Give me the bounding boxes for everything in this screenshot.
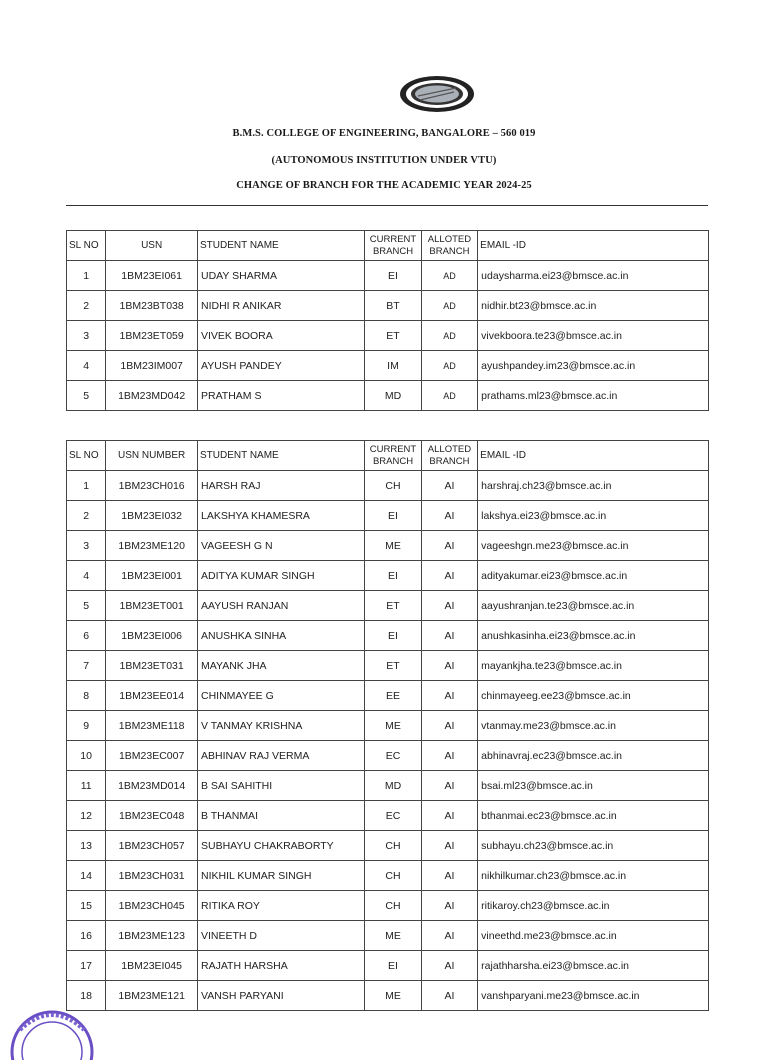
college-logo-icon bbox=[398, 74, 476, 114]
header-current-branch bbox=[365, 231, 421, 261]
cell-student-name: SUBHAYU CHAKRABORTY bbox=[198, 831, 365, 861]
cell-usn: 1BM23EI032 bbox=[106, 501, 198, 531]
header-alloted-branch bbox=[421, 231, 477, 261]
cell-current-branch: MD bbox=[365, 381, 421, 411]
table-row bbox=[67, 471, 709, 501]
cell-email: ayushpandey.im23@bmsce.ac.in bbox=[478, 351, 709, 381]
cell-student-name: NIDHI R ANIKAR bbox=[198, 291, 365, 321]
cell-current-branch: MD bbox=[365, 771, 421, 801]
header-current-line2: BRANCH bbox=[372, 455, 414, 467]
cell-student-name: AYUSH PANDEY bbox=[198, 351, 365, 381]
cell-usn: 1BM23ET031 bbox=[106, 651, 198, 681]
cell-current-branch: EI bbox=[365, 501, 421, 531]
cell-usn: 1BM23EI061 bbox=[106, 261, 198, 291]
cell-alloted-branch: AI bbox=[421, 741, 477, 771]
cell-sl-no: 9 bbox=[67, 711, 106, 741]
cell-email: mayankjha.te23@bmsce.ac.in bbox=[478, 651, 709, 681]
table-header-row bbox=[67, 231, 709, 261]
cell-current-branch: BT bbox=[365, 291, 421, 321]
cell-usn: 1BM23EI001 bbox=[106, 561, 198, 591]
header-email: EMAIL -ID bbox=[478, 231, 709, 261]
cell-alloted-branch: AI bbox=[421, 771, 477, 801]
header-sl-no: SL NO bbox=[67, 441, 106, 471]
institution-title: B.M.S. COLLEGE OF ENGINEERING, BANGALORE – 560 019 bbox=[232, 128, 536, 139]
table-row bbox=[67, 891, 709, 921]
cell-email: lakshya.ei23@bmsce.ac.in bbox=[478, 501, 709, 531]
cell-usn: 1BM23IM007 bbox=[106, 351, 198, 381]
header-alloted-line1: ALLOTED bbox=[427, 233, 472, 245]
cell-email: vanshparyani.me23@bmsce.ac.in bbox=[478, 981, 709, 1011]
cell-alloted-branch: AI bbox=[421, 891, 477, 921]
header-alloted-line2: BRANCH bbox=[429, 455, 470, 467]
cell-current-branch: CH bbox=[365, 831, 421, 861]
cell-alloted-branch: AD bbox=[421, 351, 477, 381]
cell-student-name: B THANMAI bbox=[198, 801, 365, 831]
cell-sl-no: 1 bbox=[67, 261, 106, 291]
cell-alloted-branch: AI bbox=[421, 621, 477, 651]
cell-usn: 1BM23MD042 bbox=[106, 381, 198, 411]
table-body bbox=[67, 261, 709, 411]
cell-student-name: PRATHAM S bbox=[198, 381, 365, 411]
table-row bbox=[67, 291, 709, 321]
cell-usn: 1BM23ET001 bbox=[106, 591, 198, 621]
cell-sl-no: 1 bbox=[67, 471, 106, 501]
header-alloted-line1: ALLOTED bbox=[427, 443, 472, 455]
cell-email: harshraj.ch23@bmsce.ac.in bbox=[478, 471, 709, 501]
cell-sl-no: 11 bbox=[67, 771, 106, 801]
header-alloted-line2: BRANCH bbox=[429, 245, 470, 257]
cell-alloted-branch: AI bbox=[421, 591, 477, 621]
cell-usn: 1BM23ME121 bbox=[106, 981, 198, 1011]
header-student-name: STUDENT NAME bbox=[198, 441, 365, 471]
cell-student-name: NIKHIL KUMAR SINGH bbox=[198, 861, 365, 891]
cell-current-branch: ME bbox=[365, 981, 421, 1011]
cell-alloted-branch: AI bbox=[421, 561, 477, 591]
cell-student-name: VINEETH D bbox=[198, 921, 365, 951]
cell-alloted-branch: AD bbox=[421, 261, 477, 291]
cell-current-branch: EI bbox=[365, 261, 421, 291]
cell-usn: 1BM23EC048 bbox=[106, 801, 198, 831]
cell-current-branch: ET bbox=[365, 651, 421, 681]
cell-email: nikhilkumar.ch23@bmsce.ac.in bbox=[478, 861, 709, 891]
header-usn-number: USN NUMBER bbox=[106, 441, 198, 471]
cell-sl-no: 3 bbox=[67, 321, 106, 351]
header-email: EMAIL -ID bbox=[478, 441, 709, 471]
cell-student-name: B SAI SAHITHI bbox=[198, 771, 365, 801]
header-current-line1: CURRENT bbox=[369, 443, 417, 455]
branch-change-table-ad bbox=[66, 230, 709, 411]
cell-sl-no: 2 bbox=[67, 501, 106, 531]
cell-current-branch: CH bbox=[365, 471, 421, 501]
cell-student-name: ABHINAV RAJ VERMA bbox=[198, 741, 365, 771]
table-row bbox=[67, 981, 709, 1011]
cell-sl-no: 2 bbox=[67, 291, 106, 321]
cell-sl-no: 17 bbox=[67, 951, 106, 981]
cell-email: aayushranjan.te23@bmsce.ac.in bbox=[478, 591, 709, 621]
table-row bbox=[67, 921, 709, 951]
cell-usn: 1BM23CH031 bbox=[106, 861, 198, 891]
table-row bbox=[67, 381, 709, 411]
cell-usn: 1BM23BT038 bbox=[106, 291, 198, 321]
cell-current-branch: CH bbox=[365, 891, 421, 921]
cell-student-name: MAYANK JHA bbox=[198, 651, 365, 681]
cell-alloted-branch: AI bbox=[421, 921, 477, 951]
cell-email: prathams.ml23@bmsce.ac.in bbox=[478, 381, 709, 411]
cell-alloted-branch: AI bbox=[421, 681, 477, 711]
cell-alloted-branch: AI bbox=[421, 831, 477, 861]
cell-usn: 1BM23EC007 bbox=[106, 741, 198, 771]
cell-current-branch: EE bbox=[365, 681, 421, 711]
cell-email: anushkasinha.ei23@bmsce.ac.in bbox=[478, 621, 709, 651]
cell-current-branch: EC bbox=[365, 801, 421, 831]
cell-usn: 1BM23EE014 bbox=[106, 681, 198, 711]
cell-sl-no: 15 bbox=[67, 891, 106, 921]
cell-usn: 1BM23CH045 bbox=[106, 891, 198, 921]
institution-subtitle: (AUTONOMOUS INSTITUTION UNDER VTU) bbox=[271, 155, 497, 166]
cell-current-branch: EI bbox=[365, 951, 421, 981]
cell-current-branch: EI bbox=[365, 561, 421, 591]
document-title: CHANGE OF BRANCH FOR THE ACADEMIC YEAR 2024-25 bbox=[236, 180, 532, 191]
cell-sl-no: 18 bbox=[67, 981, 106, 1011]
cell-alloted-branch: AI bbox=[421, 471, 477, 501]
cell-usn: 1BM23MD014 bbox=[106, 771, 198, 801]
cell-usn: 1BM23CH057 bbox=[106, 831, 198, 861]
cell-current-branch: ME bbox=[365, 531, 421, 561]
table-row bbox=[67, 321, 709, 351]
cell-alloted-branch: AI bbox=[421, 801, 477, 831]
table-row bbox=[67, 861, 709, 891]
cell-alloted-branch: AI bbox=[421, 951, 477, 981]
cell-email: udaysharma.ei23@bmsce.ac.in bbox=[478, 261, 709, 291]
cell-email: vivekboora.te23@bmsce.ac.in bbox=[478, 321, 709, 351]
header-sl-no: SL NO bbox=[67, 231, 106, 261]
cell-usn: 1BM23CH016 bbox=[106, 471, 198, 501]
header-current-branch bbox=[365, 441, 421, 471]
cell-usn: 1BM23ME120 bbox=[106, 531, 198, 561]
cell-email: subhayu.ch23@bmsce.ac.in bbox=[478, 831, 709, 861]
cell-email: rajathharsha.ei23@bmsce.ac.in bbox=[478, 951, 709, 981]
cell-student-name: AAYUSH RANJAN bbox=[198, 591, 365, 621]
cell-alloted-branch: AI bbox=[421, 651, 477, 681]
table-row bbox=[67, 831, 709, 861]
cell-sl-no: 7 bbox=[67, 651, 106, 681]
cell-sl-no: 5 bbox=[67, 591, 106, 621]
branch-change-table-ai bbox=[66, 440, 709, 1011]
cell-email: nidhir.bt23@bmsce.ac.in bbox=[478, 291, 709, 321]
table-row bbox=[67, 771, 709, 801]
cell-usn: 1BM23ME123 bbox=[106, 921, 198, 951]
cell-current-branch: IM bbox=[365, 351, 421, 381]
cell-usn: 1BM23EI006 bbox=[106, 621, 198, 651]
cell-alloted-branch: AI bbox=[421, 981, 477, 1011]
table-row bbox=[67, 681, 709, 711]
cell-alloted-branch: AI bbox=[421, 501, 477, 531]
cell-student-name: VANSH PARYANI bbox=[198, 981, 365, 1011]
cell-current-branch: EI bbox=[365, 621, 421, 651]
cell-usn: 1BM23ME118 bbox=[106, 711, 198, 741]
cell-current-branch: ET bbox=[365, 321, 421, 351]
table-row bbox=[67, 561, 709, 591]
cell-sl-no: 5 bbox=[67, 381, 106, 411]
table-row bbox=[67, 711, 709, 741]
table-body bbox=[67, 471, 709, 1011]
cell-email: chinmayeeg.ee23@bmsce.ac.in bbox=[478, 681, 709, 711]
cell-email: bthanmai.ec23@bmsce.ac.in bbox=[478, 801, 709, 831]
cell-alloted-branch: AD bbox=[421, 291, 477, 321]
cell-sl-no: 12 bbox=[67, 801, 106, 831]
cell-sl-no: 13 bbox=[67, 831, 106, 861]
cell-current-branch: CH bbox=[365, 861, 421, 891]
header-current-line1: CURRENT bbox=[369, 233, 417, 245]
cell-usn: 1BM23ET059 bbox=[106, 321, 198, 351]
cell-student-name: HARSH RAJ bbox=[198, 471, 365, 501]
table-row bbox=[67, 351, 709, 381]
cell-email: adityakumar.ei23@bmsce.ac.in bbox=[478, 561, 709, 591]
table-header-row bbox=[67, 441, 709, 471]
cell-sl-no: 4 bbox=[67, 561, 106, 591]
table-row bbox=[67, 591, 709, 621]
table-row bbox=[67, 801, 709, 831]
cell-usn: 1BM23EI045 bbox=[106, 951, 198, 981]
table-row bbox=[67, 621, 709, 651]
cell-student-name: ADITYA KUMAR SINGH bbox=[198, 561, 365, 591]
header-current-line2: BRANCH bbox=[372, 245, 414, 257]
cell-email: ritikaroy.ch23@bmsce.ac.in bbox=[478, 891, 709, 921]
cell-student-name: VIVEK BOORA bbox=[198, 321, 365, 351]
cell-current-branch: EC bbox=[365, 741, 421, 771]
cell-sl-no: 6 bbox=[67, 621, 106, 651]
header-usn: USN bbox=[106, 231, 198, 261]
cell-alloted-branch: AI bbox=[421, 861, 477, 891]
cell-alloted-branch: AD bbox=[421, 321, 477, 351]
header-alloted-branch bbox=[421, 441, 477, 471]
header-divider bbox=[66, 205, 708, 206]
college-seal-icon bbox=[0, 990, 110, 1060]
table-row bbox=[67, 261, 709, 291]
cell-sl-no: 4 bbox=[67, 351, 106, 381]
cell-current-branch: ET bbox=[365, 591, 421, 621]
cell-student-name: RITIKA ROY bbox=[198, 891, 365, 921]
cell-student-name: V TANMAY KRISHNA bbox=[198, 711, 365, 741]
cell-student-name: LAKSHYA KHAMESRA bbox=[198, 501, 365, 531]
cell-email: vineethd.me23@bmsce.ac.in bbox=[478, 921, 709, 951]
cell-alloted-branch: AI bbox=[421, 531, 477, 561]
cell-current-branch: ME bbox=[365, 921, 421, 951]
cell-email: vageeshgn.me23@bmsce.ac.in bbox=[478, 531, 709, 561]
cell-alloted-branch: AD bbox=[421, 381, 477, 411]
cell-sl-no: 14 bbox=[67, 861, 106, 891]
cell-sl-no: 16 bbox=[67, 921, 106, 951]
cell-student-name: CHINMAYEE G bbox=[198, 681, 365, 711]
cell-student-name: VAGEESH G N bbox=[198, 531, 365, 561]
cell-sl-no: 10 bbox=[67, 741, 106, 771]
table-row bbox=[67, 651, 709, 681]
table-row bbox=[67, 531, 709, 561]
cell-email: bsai.ml23@bmsce.ac.in bbox=[478, 771, 709, 801]
cell-student-name: RAJATH HARSHA bbox=[198, 951, 365, 981]
cell-email: vtanmay.me23@bmsce.ac.in bbox=[478, 711, 709, 741]
cell-alloted-branch: AI bbox=[421, 711, 477, 741]
table-row bbox=[67, 501, 709, 531]
table-row bbox=[67, 741, 709, 771]
header-student-name: STUDENT NAME bbox=[198, 231, 365, 261]
cell-sl-no: 3 bbox=[67, 531, 106, 561]
cell-email: abhinavraj.ec23@bmsce.ac.in bbox=[478, 741, 709, 771]
cell-student-name: ANUSHKA SINHA bbox=[198, 621, 365, 651]
cell-current-branch: ME bbox=[365, 711, 421, 741]
table-row bbox=[67, 951, 709, 981]
cell-student-name: UDAY SHARMA bbox=[198, 261, 365, 291]
cell-sl-no: 8 bbox=[67, 681, 106, 711]
